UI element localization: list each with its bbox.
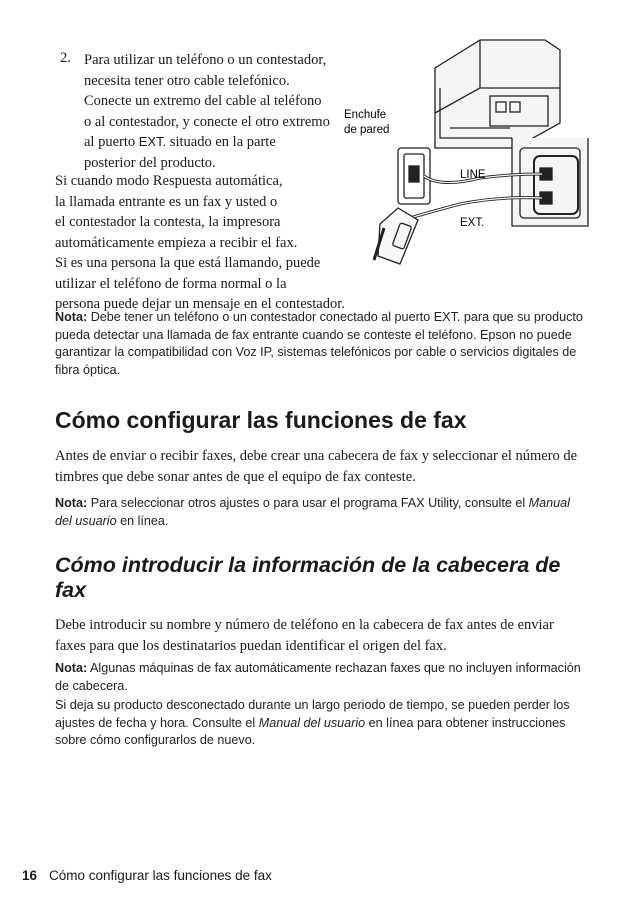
paragraph-line: utilizar el teléfono de forma normal o la <box>55 275 287 292</box>
wall-label-line1: Enchufe <box>344 109 387 121</box>
ext-port-name: EXT. <box>433 310 461 324</box>
printer-shape <box>435 40 560 148</box>
step-line: o al contestador, y conecte el otro extremo <box>84 113 330 130</box>
step-line: Conecte un extremo del cable al teléfono <box>84 93 322 109</box>
manual-reference: Manual del usuario <box>55 496 570 528</box>
note-fax-utility <box>55 495 585 530</box>
note-text: en línea para obtener instrucciones sobre cómo configurarlos de nuevo. <box>55 715 566 747</box>
section-paragraph: Debe introducir su nombre y número de teléfono en la cabecera de fax antes de enviar faxes para que los destinatarios puedan identificar el origen del fax. <box>55 617 554 654</box>
section-paragraph: Antes de enviar o recibir faxes, debe crear una cabecera de fax y seleccionar el número de timbres que debe sonar antes de que el equipo de fax conteste. <box>55 448 578 485</box>
footer-title: Cómo configurar las funciones de fax <box>49 868 272 883</box>
manual-reference: Manual del usuario <box>258 715 366 730</box>
phone-connection-diagram <box>340 28 600 268</box>
note-header-required <box>55 660 585 695</box>
paragraph-line: persona puede dejar un mensaje en el contestador. <box>55 296 345 312</box>
note-label: Nota: <box>55 496 88 510</box>
note-label: Nota: <box>55 310 88 324</box>
paragraph-line: automáticamente empieza a recibir el fax. <box>55 234 298 251</box>
paragraph-line: el contestador la contesta, la impresora <box>55 214 281 230</box>
step-text <box>84 50 346 173</box>
step-line: posterior del producto. <box>84 154 216 171</box>
connection-illustration <box>340 28 600 268</box>
note-text: Algunas máquinas de fax automáticamente rechazan faxes que no incluyen información de cabecera. <box>55 661 581 693</box>
page-number: 16 <box>22 868 38 883</box>
step-line <box>84 132 346 153</box>
paragraph-line: Si cuando modo Respuesta automática, <box>55 173 283 189</box>
line-port-label: LINE <box>460 169 486 181</box>
wall-label-line2: de pared <box>344 124 390 136</box>
note-text: Para seleccionar otros ajustes o para usar el programa FAX Utility, consulte el <box>90 496 526 510</box>
section-heading-fax-header: Cómo introducir la información de la cabecera de fax <box>55 553 561 602</box>
ext-port-name: EXT. <box>138 134 167 149</box>
note-text: en línea. <box>120 513 169 528</box>
step-text-fragment: al puerto <box>84 134 136 150</box>
note-label: Nota: <box>55 661 88 675</box>
paragraph-line: Si es una persona la que está llamando, puede <box>55 255 321 271</box>
auto-answer-paragraph <box>55 171 355 315</box>
step-line: necesita tener otro cable telefónico. <box>84 72 290 89</box>
step-line: Para utilizar un teléfono o un contestador, <box>84 52 327 68</box>
telephone-shape <box>374 208 418 264</box>
page-footer <box>22 868 272 883</box>
ext-port-label: EXT. <box>460 217 485 229</box>
step-number: 2. <box>60 50 71 66</box>
step-text-fragment: situado en la parte <box>169 134 276 150</box>
paragraph-line: la llamada entrante es un fax y usted o <box>55 193 278 210</box>
note-ext-port <box>55 309 585 379</box>
note-date-time-loss <box>55 697 585 750</box>
note-text: Debe tener un teléfono o un contestador conectado al puerto <box>90 310 431 324</box>
note-text: Si deja su producto desconectado durante un largo periodo de tiempo, se pueden perder los ajustes de fecha y hora. Consulte el <box>55 698 570 730</box>
section-heading-configure-fax: Cómo configurar las funciones de fax <box>55 407 467 433</box>
note-text: para que su producto pueda detectar una llamada de fax entrante cuando se conteste el teléfono. Epson no puede garantizar la compatibilidad con Voz IP, sistemas telefónicos por cable o servicios digitales de fibra óptica. <box>55 310 583 377</box>
